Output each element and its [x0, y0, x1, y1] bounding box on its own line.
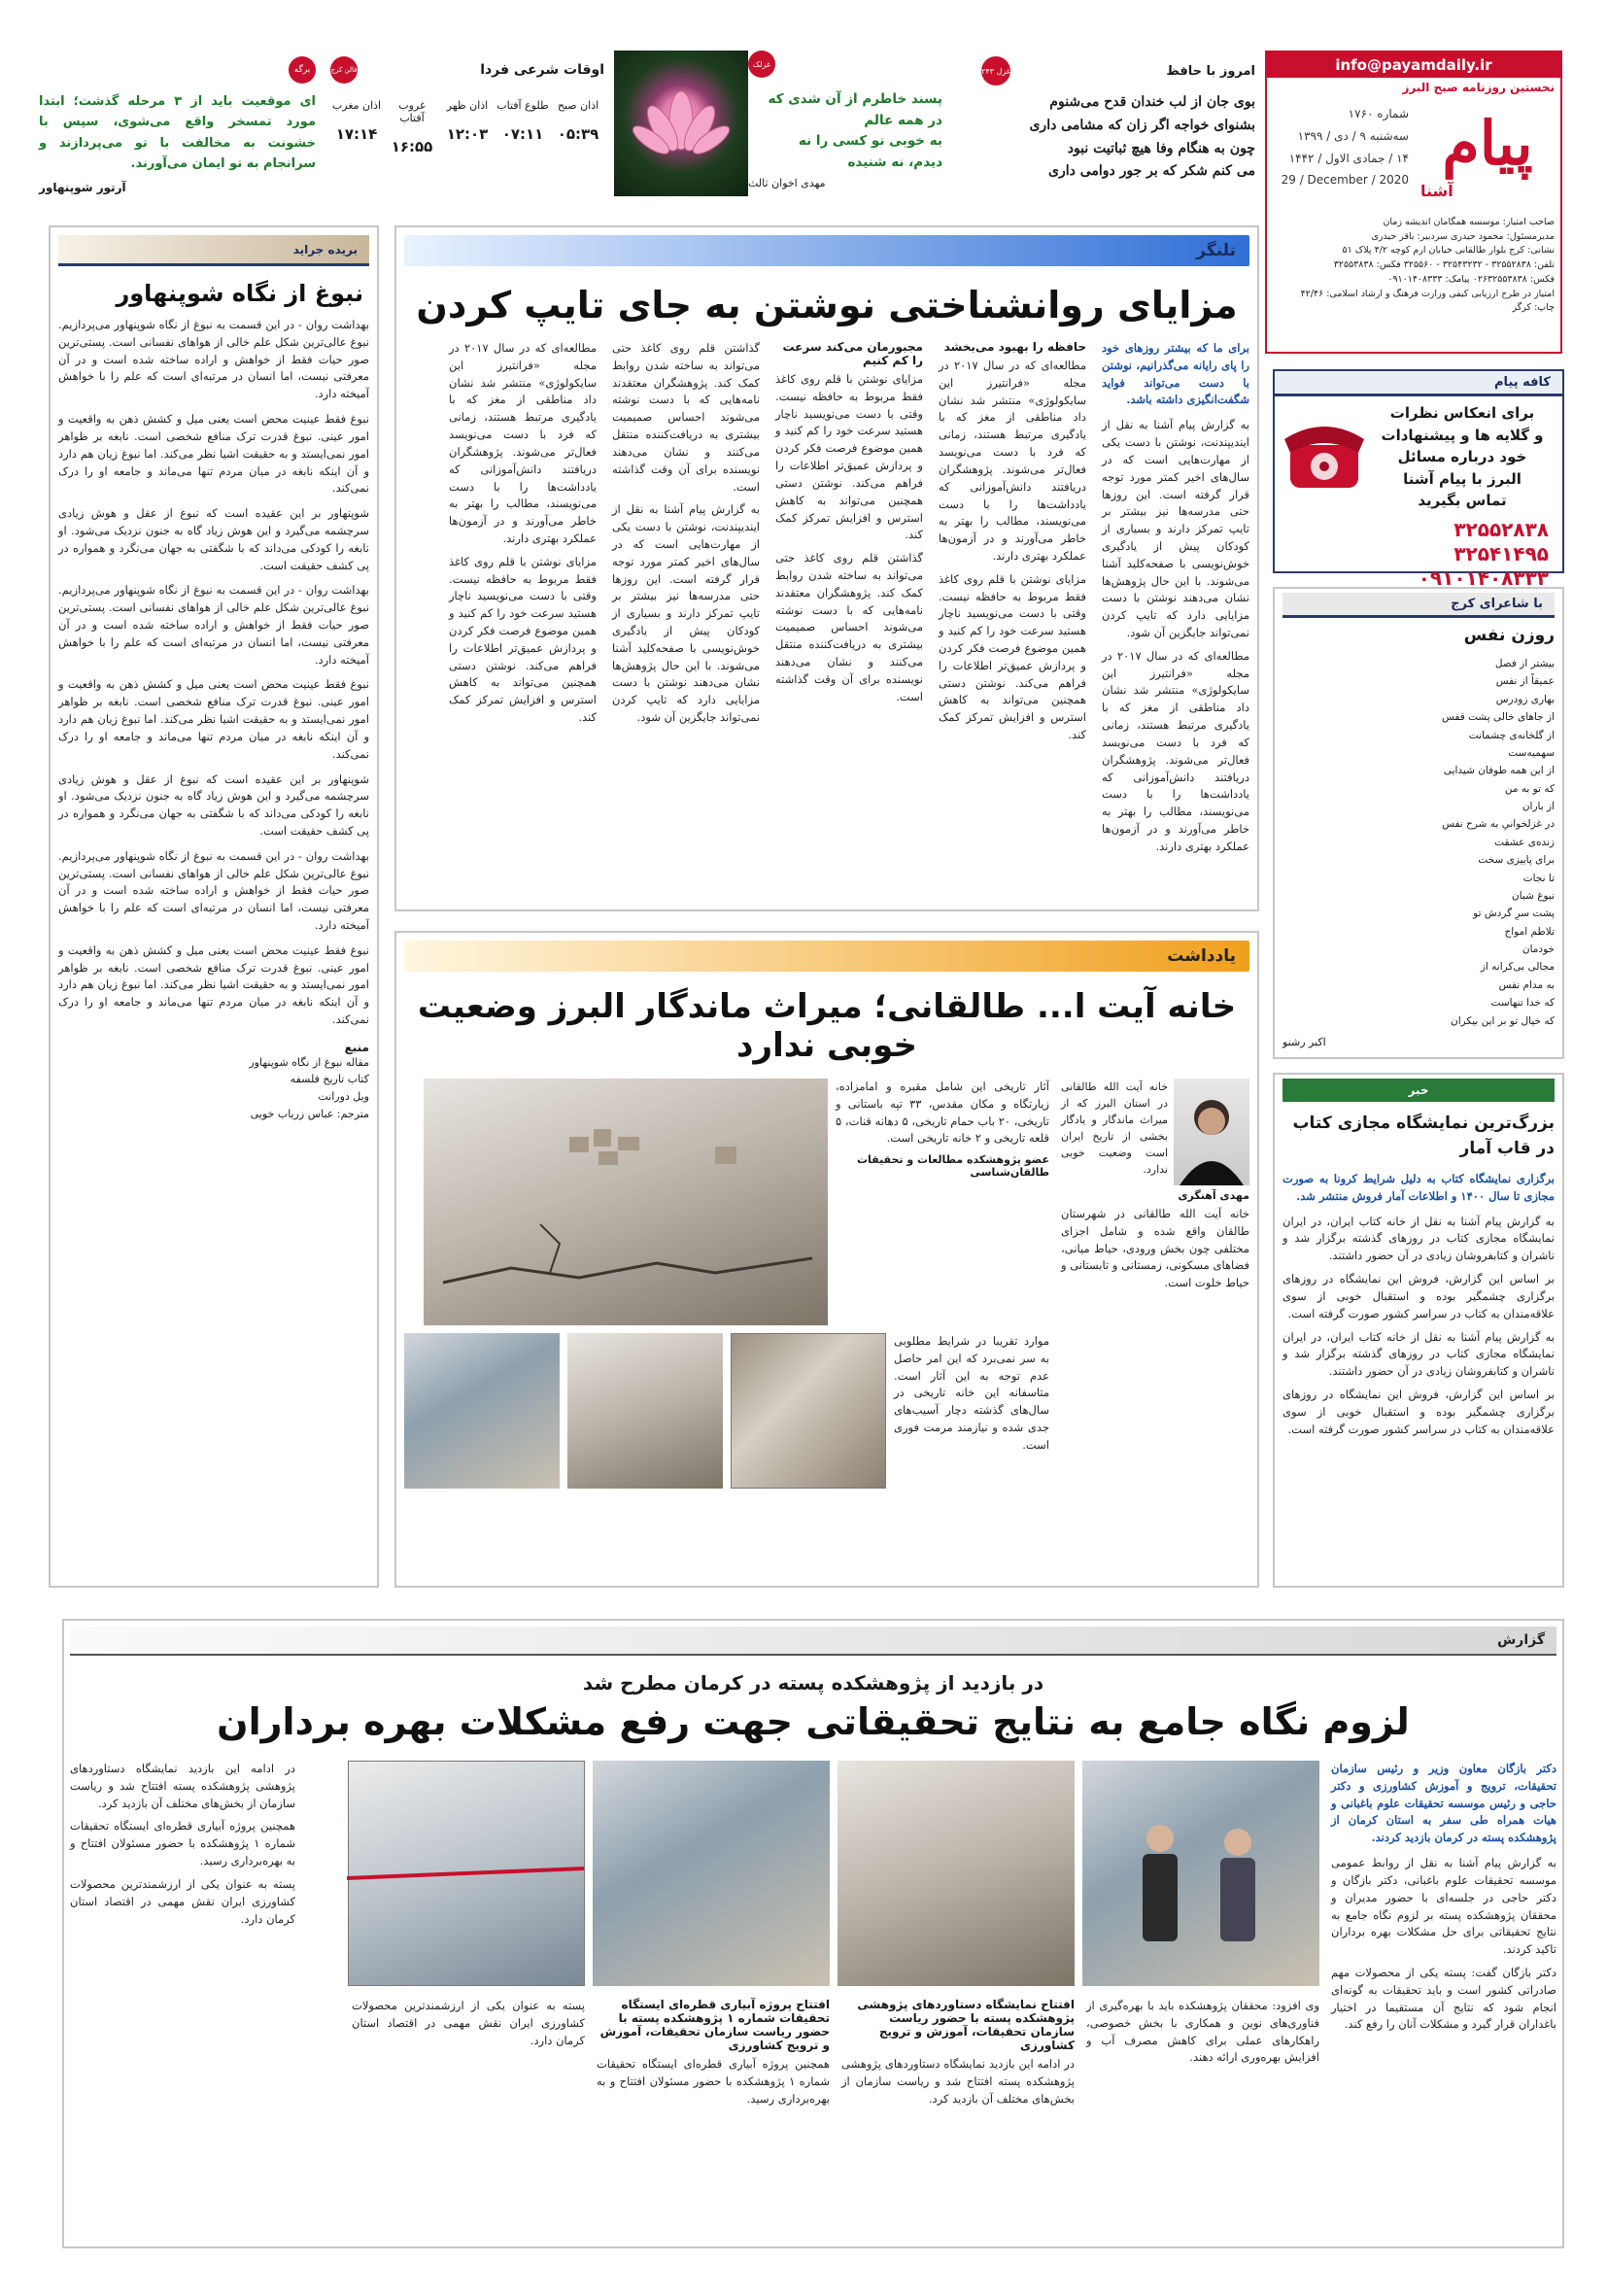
prayer-time: ۱۷:۱۴ — [335, 125, 378, 143]
news-box — [1273, 1073, 1564, 1588]
credit-line: نشانی: کرج بلوار طالقانی خیابان ارم کوچه ۴/۲ پلاک ۵۱ — [1342, 245, 1555, 257]
prayer-label: طلوع آفتاب — [496, 99, 549, 112]
cafe-phone: ۰۹۱۰۱۴۰۸۳۳۳ — [1418, 565, 1549, 590]
room-photo-2 — [567, 1333, 723, 1489]
poets-verse: نبوغ شبان — [1512, 889, 1555, 902]
yaddasht-body-3: آثار تاریخی این شامل مقبره و امامزاده، زیارتگاه و مکان مقدس، ۳۳ تپه باستانی و تاریخی، ۲۰ باب حمام تاریخی، ۵ دهانه قنات، ۵ قلعه تاریخی و ۲ خانه تاریخی است. — [836, 1079, 1049, 1146]
nabogh-kicker: بریده جراید — [292, 242, 358, 257]
quote-badge: برگه — [289, 56, 316, 84]
masthead — [1265, 51, 1562, 354]
yaddasht-author: مهدی آهنگری — [1178, 1189, 1249, 1202]
poets-author: اکبر رشنو — [1282, 1035, 1326, 1048]
hafez-verse: بوی جان از لب خندان قدح می‌شنوم — [1049, 94, 1255, 110]
avatar-icon — [1174, 1079, 1249, 1185]
poets-verse: از باران — [1522, 801, 1555, 812]
date-en: 29 / December / 2020 — [1281, 173, 1409, 188]
poets-verses — [1282, 655, 1555, 1030]
news-body-3: به گزارش پیام آشنا به نقل از خانه کتاب ایران، در ایران نمایشگاه مجازی کتاب در روزهای گذشته برگزار شد و ناشران و کتابفروشان زیادی در آن حضور داشتند. — [1282, 1329, 1555, 1379]
nabogh-sources — [58, 1054, 369, 1122]
nabogh-body-5: نبوغ فقط عینیت محض است یعنی میل و کشش ذهن به واقعیت و امور عینی. نبوغ قدرت ترک منافع شخصی است. نابغه بر ظواهر امور نمی‌ایستد و به حقیقت اشیا نظر می‌کند. اما نبوغ زیان هم دارد و آن اینکه نابغه در میان مردم تنها می‌ماند و جامعه او را درک نمی‌کند. — [58, 677, 369, 761]
report-photo-4 — [348, 1761, 585, 1986]
cafe-text — [1368, 402, 1556, 512]
yaddasht-article — [394, 931, 1259, 1588]
prayer-cell — [441, 99, 494, 155]
talangar-body-7: گذاشتن قلم روی کاغذ حتی می‌تواند به ساخته شدن روابط کمک کند. پژوهشگران معتقدند نامه‌هایی که با دست نوشته می‌شوند احساس صمیمیت بیشتری به دریافت‌کننده منتقل می‌کنند و نشان می‌دهند نویسنده برای آن وقت گذاشته است. — [612, 341, 760, 494]
issue-number: شماره ۱۷۶۰ — [1348, 107, 1409, 120]
report-body-6: پسته به عنوان یکی از ارزشمندترین محصولات کشاورزی ایران نقش مهمی در اقتصاد استان کرمان دارد. — [352, 1999, 585, 2047]
cafe-line: تماس بگیرید — [1418, 492, 1507, 509]
hafez-verse: می کنم شکر که بر جور دوامی داری — [1047, 163, 1255, 180]
poem-verse: به خوبی تو کسی را نه — [798, 133, 942, 150]
quote-author: آرتور شوپنهاور — [39, 180, 126, 194]
news-lead: برگزاری نمایشگاه کتاب به دلیل شرایط کرونا به صورت مجازی تا سال ۱۴۰۰ و اطلاعات آمار فروش منتشر شد. — [1282, 1172, 1555, 1203]
nabogh-body-2: نبوغ فقط عینیت محض است یعنی میل و کشش ذهن به واقعیت و امور عینی. نبوغ قدرت ترک منافع شخصی است. نابغه بر ظواهر امور نمی‌ایستد و به حقیقت اشیا نظر می‌کند. اما نبوغ زیان هم دارد و آن اینکه نابغه در میان مردم تنها می‌ماند و جامعه او را درک نمی‌کند. — [58, 412, 369, 496]
ribbon-icon — [347, 1762, 584, 1987]
masthead-logo — [1415, 97, 1560, 212]
poets-verse: عمیقاً از نفس — [1495, 675, 1555, 688]
news-kicker: خبر — [1408, 1083, 1429, 1097]
poets-verse: به مدام نفس — [1498, 978, 1555, 991]
prayer-label: اذان مغرب — [331, 99, 382, 112]
poets-verse: تلاطم امواج — [1504, 925, 1555, 938]
cafe-phone: ۳۲۵۴۱۴۹۵ — [1453, 541, 1549, 565]
news-body-1: به گزارش پیام آشنا به نقل از خانه کتاب ایران، در ایران نمایشگاه مجازی کتاب در روزهای گذشته برگزار شد و ناشران و کتابفروشان زیادی در آن حضور داشتند. — [1282, 1214, 1555, 1263]
poets-verse: سهمیه‌ست — [1508, 746, 1555, 759]
report-photo-2 — [838, 1761, 1075, 1986]
report-subhead-1: افتتاح نمایشگاه دستاوردهای پژوهشی پژوهشکده پسته با حضور ریاست سازمان تحقیقات، آموزش و ترویج کشاورزی — [857, 1998, 1075, 2052]
wall-damage-photo — [424, 1079, 828, 1325]
nabogh-body-3: شوپنهاور بر این عقیده است که نبوغ از عقل و هوش زیادی سرچشمه می‌گیرد و این هوش زیاد گاه به جنون نزدیک می‌شود. او نابغه را کودکی می‌داند که با شگفتی به جهان می‌نگرد و همواره در پی کشف حقیقت است. — [58, 506, 369, 572]
poem-verse: پسند خاطرم از آن شدی که — [768, 91, 942, 107]
hafez-title: امروز با حافظ — [1166, 63, 1255, 79]
report-body-9: پسته به عنوان یکی از ارزشمندترین محصولات کشاورزی ایران نقش مهمی در اقتصاد استان کرمان دارد. — [70, 1876, 295, 1926]
report-body-1: به گزارش پیام آشنا به نقل از روابط عمومی موسسه تحقیقات علوم باغبانی، دکتر بازگان و دکتر حاجی در جلسه‌ای با حضور مدیران و محققان پژوهشکده پسته بر لزوم نگاه جامع به نتایج تحقیقاتی برای حل مشکلات بهره برداران تاکید کردند. — [1331, 1856, 1556, 1957]
news-body-2: بر اساس این گزارش، فروش این نمایشگاه در روزهای برگزاری چشمگیر بوده و استقبال خوبی از سوی علاقه‌مندان به کتاب در سراسر کشور صورت گرفته است. — [1282, 1272, 1555, 1320]
poets-verse: که خدا تنهاست — [1490, 997, 1555, 1010]
poets-verse: در غزلخوانیِ به شرح نفس — [1442, 818, 1555, 831]
nabogh-body-1: بهداشت روان - در این قسمت به نبوغ از نگاه شوپنهاور می‌پردازیم. نبوغ عالی‌ترین شکل علم خالی از هواهای نفسانی است. پستی‌ترین صور حیات فقط از خواهش و اراده ساخته شده است و در آن معرفتی نیست، اما انسان در مرتبه‌ای است که علم را با خواهش آمیخته دارد. — [58, 318, 369, 401]
talangar-body-5: مزایای نوشتن با قلم روی کاغذ فقط مربوط به حافظه نیست. وقتی با دست می‌نویسید ناچار هستید سرعت خود را کم کنید و همین موضوع فرصت فکر کردن و پردازش عمیق‌تر اطلاعات را فراهم می‌کند. نوشتن دستی همچنین می‌تواند به کاهش استرس و افزایش تمرکز کمک کند. — [775, 372, 923, 542]
talangar-body-2: مطالعه‌ای که در سال ۲۰۱۷ در مجله «فرانتیرز این سایکولوژی» منتشر شد نشان داد مناطقی از مغز که با یادگیری مرتبط هستند، زمانی که فرد با دست می‌نویسد فعال‌تر می‌شوند. پژوهشگران دریافتند دانش‌آموزانی که یادداشت‌ها را با دست می‌نویسند، مطالب را بهتر به خاطر می‌آورند و در آزمون‌ها عملکرد بهتری دارند. — [1102, 648, 1249, 853]
author-photo — [1174, 1079, 1249, 1185]
prayer-time: ۱۲:۰۳ — [446, 125, 489, 143]
credit-line: امتیاز در طرح ارزیابی کیفی وزارت فرهنگ و ارشاد اسلامی: ۴۲/۴۶ — [1300, 288, 1555, 299]
nabogh-body-8: نبوغ فقط عینیت محض است یعنی میل و کشش ذهن به واقعیت و امور عینی. نبوغ قدرت ترک منافع شخصی است. نابغه بر ظواهر امور نمی‌ایستد و به حقیقت اشیا نظر می‌کند. اما نبوغ زیان هم دارد و آن اینکه نابغه در میان مردم تنها می‌ماند و جامعه او را درک نمی‌کند. — [58, 942, 369, 1027]
nabogh-source: مقاله نبوغ از نگاه شوپنهاور — [249, 1055, 369, 1069]
poets-kicker: با شاعرای کرج — [1451, 597, 1543, 611]
talangar-article — [394, 225, 1259, 911]
poets-verse: خودمان — [1522, 943, 1555, 955]
quote-text: ای موقعیت باید از ۳ مرحله گذشت؛ ابتدا مورد تمسخر واقع می‌شوی، سپس با خشونت به مخالفت با تو می‌پردازند و سرانجام به تو ایمان می‌آورند. — [39, 94, 317, 172]
report-subhead-2: افتتاح پروژه آبیاری قطره‌ای ایستگاه تحقیقات شماره ۱ پژوهشکده پسته با حضور ریاست سازمان تحقیقات، آموزش و ترویج کشاورزی — [599, 1998, 830, 2052]
logo-text: پیام — [1442, 108, 1533, 179]
nabogh-source: مترجم: عباس زریاب خویی — [250, 1107, 369, 1120]
prayer-table — [330, 99, 604, 155]
talangar-subhead-2: مجبورمان می‌کند سرعت را کم کنیم — [782, 340, 923, 367]
poets-verse: که تو به من — [1504, 782, 1555, 795]
poets-verse: از جاهای خالی پشت قفس — [1442, 711, 1555, 724]
prayer-box — [330, 56, 604, 173]
yaddasht-body-1: خانه آیت الله طالقانی در استان البرز که از میراث ماندگار و یادگار بخشی از تاریخ ایران است وضعیت خوبی ندارد. — [1061, 1080, 1168, 1177]
nabogh-body-7: بهداشت روان - در این قسمت به نبوغ از نگاه شوپنهاور می‌پردازیم. نبوغ عالی‌ترین شکل علم خالی از هواهای نفسانی است. پستی‌ترین صور حیات فقط از خواهش و اراده ساخته شده است و در آن معرفتی نیست، اما انسان در مرتبه‌ای است که علم را با خواهش آمیخته دارد. — [58, 848, 369, 932]
poem-badge: غزلک — [748, 51, 775, 78]
poets-verse: بهاری زودرس — [1495, 693, 1555, 705]
prayer-cell — [330, 99, 383, 155]
credit-line: صاحب امتیاز: موسسه همگامان اندیشه زمان — [1383, 217, 1555, 227]
report-photo-1 — [1082, 1761, 1319, 1986]
poets-verse: بیشتر از فصل — [1494, 658, 1555, 669]
cafe-phones — [1275, 518, 1562, 591]
prayer-cell — [552, 99, 604, 155]
hafez-verse: چون به هنگام وفا هیچ ثباتیت نبود — [1067, 140, 1255, 156]
cafe-phone: ۳۲۵۵۲۸۳۸ — [1453, 517, 1549, 541]
poets-verse: که خیال تو بر این بیکران — [1450, 1014, 1555, 1027]
talangar-body-9: مطالعه‌ای که در سال ۲۰۱۷ در مجله «فرانتیرز این سایکولوژی» منتشر شد نشان داد مناطقی از مغز که با یادگیری مرتبط هستند، زمانی که فرد با دست می‌نویسد فعال‌تر می‌شوند. پژوهشگران دریافتند دانش‌آموزانی که یادداشت‌ها را با دست می‌نویسند، مطالب را بهتر به خاطر می‌آورند و در آزمون‌ها عملکرد بهتری دارند. — [449, 341, 597, 545]
prayer-label: اذان صبح — [557, 99, 599, 112]
cafe-box — [1273, 369, 1564, 590]
talangar-kicker: تلنگر — [1196, 241, 1236, 260]
room-photo-3 — [404, 1333, 560, 1489]
report-photo-3 — [593, 1761, 830, 1986]
poets-verse: از گلخانه‌ی چشمانت — [1468, 729, 1555, 741]
talangar-body-4: مزایای نوشتن با قلم روی کاغذ فقط مربوط به حافظه نیست. وقتی با دست می‌نویسید ناچار هستید سرعت خود را کم کنید و همین موضوع فرصت فکر کردن و پردازش عمیق‌تر اطلاعات را فراهم می‌کند. نوشتن دستی همچنین می‌تواند به کاهش استرس و افزایش تمرکز کمک کند. — [939, 571, 1086, 742]
prayer-cell — [496, 99, 549, 155]
report-lead: دکتر بازگان معاون وزیر و رئیس سازمان تحقیقات، ترویج و آموزش کشاورزی و دکتر حاجی و رئیس موسسه تحقیقات علوم باغبانی و هیات همراه طی سفر به استان کرمان از پژوهشکده پسته در کرمان بازدید کردند. — [1331, 1762, 1556, 1845]
report-body-2: دکتر بازگان گفت: پسته یکی از محصولات مهم صادراتی کشور است و باید تحقیقات به گونه‌ای انجام شود که نتایج آن مستقیما در اختیار باغداران قرار گیرد و مشکلات آنان را رفع کند. — [1331, 1965, 1556, 2032]
poets-verse: تا نجات — [1522, 872, 1555, 884]
masthead-tagline: نخستین روزنامه صبح البرز — [1402, 81, 1555, 94]
room-photo-1 — [731, 1333, 886, 1489]
cafe-line: برای انعکاس نظرات — [1389, 404, 1535, 422]
credit-line: تلفن: ۳۲۵۵۲۸۳۸ - ۳۲۵۴۳۲۳۲ - ۳۲۵۵۶۰ فکس: ۳۲۵۵۳۸۳۸ — [1333, 259, 1555, 271]
news-body-4: بر اساس این گزارش، فروش این نمایشگاه در روزهای برگزاری چشمگیر بوده و استقبال خوبی از سوی علاقه‌مندان به کتاب در سراسر کشور صورت گرفته است. — [1282, 1387, 1555, 1436]
poets-box — [1273, 587, 1564, 1059]
talangar-body-1: به گزارش پیام آشنا به نقل از ایندیپندنت، نوشتن با دست یکی از مهارت‌هایی است که در سال‌های اخیر کمتر مورد توجه قرار گرفته است. این روزها حتی مدرسه‌ها نیز بیشتر بر تایپ تمرکز دارند و بسیاری از کودکان پیش از یادگیری خوش‌نویسی با صفحه‌کلید آشنا می‌شوند. با این حال پژوهش‌ها نشان می‌دهند نوشتن با دست مزایایی دارد که تایپ کردن نمی‌تواند جایگزین آن شود. — [1102, 418, 1249, 639]
poets-title: روزن نفس — [1463, 626, 1555, 645]
hafez-badge: غزل ۲۴۳ — [981, 56, 1010, 86]
poem-author: مهدی اخوان ثالث — [748, 177, 826, 190]
masthead-email[interactable]: info@payamdaily.ir — [1267, 52, 1560, 78]
report-body-5: همچنین پروژه آبیاری قطره‌ای ایستگاه تحقیقات شماره ۱ پژوهشکده با حضور مسئولان افتتاح و به بهره‌برداری رسید. — [597, 2057, 830, 2106]
nabogh-body-4: بهداشت روان - در این قسمت به نبوغ از نگاه شوپنهاور می‌پردازیم. نبوغ عالی‌ترین شکل علم خالی از هواهای نفسانی است. پستی‌ترین صور حیات فقط از خواهش و اراده ساخته شده است و در آن معرفتی نیست، اما انسان در مرتبه‌ای است که علم را با خواهش آمیخته دارد. — [58, 583, 369, 667]
prayer-time: ۰۷:۱۱ — [501, 125, 544, 143]
date-fa: سه‌شنبه ۹ / دی / ۱۳۹۹ — [1297, 128, 1409, 143]
prayer-label: غروب آفتاب — [398, 99, 426, 124]
date-hijri: ۱۴ / جمادی الاول / ۱۴۴۲ — [1288, 151, 1409, 165]
quote-box — [39, 56, 316, 202]
poets-verse: مجالی بی‌کرانه از — [1480, 961, 1555, 974]
poem-verse: در همه عالم — [864, 112, 942, 128]
talangar-body-8: به گزارش پیام آشنا به نقل از ایندیپندنت، نوشتن با دست یکی از مهارت‌هایی است که در سال‌های اخیر کمتر مورد توجه قرار گرفته است. این روزها حتی مدرسه‌ها نیز بیشتر بر تایپ تمرکز دارند و بسیاری از کودکان پیش از یادگیری خوش‌نویسی با صفحه‌کلید آشنا می‌شوند. با این حال پژوهش‌ها نشان می‌دهند نوشتن با دست مزایایی دارد که تایپ کردن نمی‌تواند جایگزین آن شود. — [612, 502, 760, 725]
yaddasht-body-4: موارد تقریبا در شرایط مطلوبی به سر نمی‌برد که این امر حاصل عدم توجه به این آثار است. متاسفانه این خانه تاریخی در سال‌های گذشته دچار آسیب‌های جدی شده و نیازمند مرمت فوری است. — [894, 1334, 1049, 1452]
poem-verse: دیدم، نه شنیده — [847, 154, 942, 170]
credit-line: مدیرمسئول: محمود حیدری سردبیر: باقر حیدری — [1371, 230, 1555, 242]
report-body-7: در ادامه این بازدید نمایشگاه دستاوردهای پژوهشی پژوهشکده پسته افتتاح شد و ریاست سازمان از بخش‌های مختلف آن بازدید کرد. — [70, 1762, 295, 1810]
prayer-label: اذان ظهر — [446, 99, 489, 112]
cafe-line: البرز با پیام آشنا — [1403, 469, 1522, 488]
poem-box — [748, 51, 942, 196]
visit-icon — [1082, 1761, 1319, 1986]
report-kicker: گزارش — [1496, 1632, 1545, 1648]
yaddasht-kicker: یادداشت — [1167, 946, 1236, 966]
report-overline: در بازدید از پژوهشکده پسته در کرمان مطرح شد — [582, 1671, 1044, 1695]
report-headline: لزوم نگاه جامع به نتایج تحقیقاتی جهت رفع مشکلات بهره برداران — [217, 1700, 1410, 1743]
cafe-line: و گلایه ها و پیشنهادات — [1381, 426, 1544, 444]
poets-verse: پشت سرِ گردش تو — [1473, 908, 1555, 920]
prayer-cell — [386, 99, 438, 155]
prayer-time: ۱۶:۵۵ — [391, 138, 433, 155]
poem-verses — [748, 89, 942, 173]
nabogh-headline: نبوغ از نگاه شوپنهاور — [116, 280, 363, 307]
prayer-badge: فالن کرج — [330, 56, 358, 84]
report-body-3: وی افزود: محققان پژوهشکده باید با بهره‌گیری از فناوری‌های نوین و همکاری با بخش خصوصی، راهکارهای عملی برای کاهش مصرف آب و افزایش بهره‌وری ارائه دهند. — [1086, 1999, 1319, 2065]
talangar-body-3: مطالعه‌ای که در سال ۲۰۱۷ در مجله «فرانتیرز این سایکولوژی» منتشر شد نشان داد مناطقی از مغز که با یادگیری مرتبط هستند، زمانی که فرد با دست می‌نویسد فعال‌تر می‌شوند. پژوهشگران دریافتند دانش‌آموزانی که یادداشت‌ها را با دست می‌نویسند، مطالب را بهتر به خاطر می‌آورند و در آزمون‌ها عملکرد بهتری دارند. — [939, 359, 1086, 563]
cafe-kicker: کافه پیام — [1494, 375, 1551, 390]
nabogh-source: ویل دورانت — [318, 1090, 369, 1104]
talangar-body-10: مزایای نوشتن با قلم روی کاغذ فقط مربوط به حافظه نیست. وقتی با دست می‌نویسید ناچار هستید سرعت خود را کم کنید و همین موضوع فرصت فکر کردن و پردازش عمیق‌تر اطلاعات را فراهم می‌کند. نوشتن دستی همچنین می‌تواند به کاهش استرس و افزایش تمرکز کمک کند. — [449, 554, 597, 725]
yaddasht-source: عضو پژوهشکده مطالعات و تحقیقات طالقان‌شناسی — [856, 1153, 1049, 1180]
prayer-time: ۰۵:۳۹ — [557, 125, 599, 143]
masthead-credits — [1267, 212, 1560, 320]
logo-sub: آشنا — [1420, 182, 1453, 200]
poets-verse: زنده‌ی عشقت — [1494, 836, 1555, 848]
cafe-line: خود درباره مسائل — [1397, 448, 1527, 465]
report-article — [62, 1619, 1564, 2248]
report-body-4: در ادامه این بازدید نمایشگاه دستاوردهای پژوهشی پژوهشکده پسته افتتاح شد و ریاست سازمان از بخش‌های مختلف آن بازدید کرد. — [841, 2057, 1075, 2106]
nabogh-article — [49, 225, 379, 1588]
poets-verse: از این همه طوفان شیدایی — [1443, 765, 1555, 777]
report-body-8: همچنین پروژه آبیاری قطره‌ای ایستگاه تحقیقات شماره ۱ پژوهشکده با حضور مسئولان افتتاح و به بهره‌برداری رسید. — [70, 1819, 295, 1868]
talangar-lead: برای ما که بیشتر روزهای خود را پای رایانه می‌گذرانیم، نوشتن با دست می‌تواند فواید شگفت‌انگیزی داشته باشد. — [1102, 341, 1249, 407]
hafez-verses — [981, 91, 1255, 184]
credit-line: چاپ: کرگر — [1512, 302, 1555, 314]
poets-verse: برای پاییزی سخت — [1478, 854, 1555, 867]
crack-icon — [424, 1079, 828, 1325]
credit-line: فکس: ۰۲۶۳۲۵۵۳۸۳۸ پیامک: ۰۹۱۰۱۴۰۸۳۳۳ — [1387, 273, 1555, 285]
lotus-icon — [614, 51, 748, 196]
hafez-box — [981, 56, 1255, 202]
talangar-subhead-1: حافظه را بهبود می‌بخشد — [943, 340, 1086, 354]
news-headline: بزرگ‌ترین نمایشگاه مجازی کتاب در قاب آمار — [1292, 1114, 1555, 1158]
yaddasht-body-2: خانه آیت الله طالقانی در شهرستان طالقان واقع شده و شامل اجزای مختلفی چون بخش ورودی، حیاط میانی، فضاهای مسکونی، زمستانی و تابستانی و حیاط خلوت است. — [1061, 1207, 1249, 1290]
talangar-headline: مزایای روانشناختی نوشتن به جای تایپ کردن — [416, 284, 1238, 326]
hafez-verse: بشنوای خواجه اگر زان که مشامی داری — [1029, 117, 1255, 133]
nabogh-source: کتاب تاریخ فلسفه — [290, 1073, 369, 1086]
prayer-title: اوقات شرعی فردا — [480, 62, 604, 78]
talangar-body-6: گذاشتن قلم روی کاغذ حتی می‌تواند به ساخته شدن روابط کمک کند. پژوهشگران معتقدند نامه‌هایی که با دست نوشته می‌شوند احساس صمیمیت بیشتری به دریافت‌کننده منتقل می‌کنند و نشان می‌دهند نویسنده برای آن وقت گذاشته است. — [775, 551, 923, 703]
lotus-image — [614, 51, 748, 196]
nabogh-body-6: شوپنهاور بر این عقیده است که نبوغ از عقل و هوش زیادی سرچشمه می‌گیرد و این هوش زیاد گاه به جنون نزدیک می‌شود. او نابغه را کودکی می‌داند که با شگفتی به جهان می‌نگرد و همواره در پی کشف حقیقت است. — [58, 771, 369, 838]
yaddasht-headline: خانه آیت ا... طالقانی؛ میراث ماندگار البرز وضعیت خوبی ندارد — [417, 987, 1237, 1065]
phone-icon — [1281, 410, 1368, 497]
nabogh-sources-title: منبع — [344, 1040, 369, 1054]
